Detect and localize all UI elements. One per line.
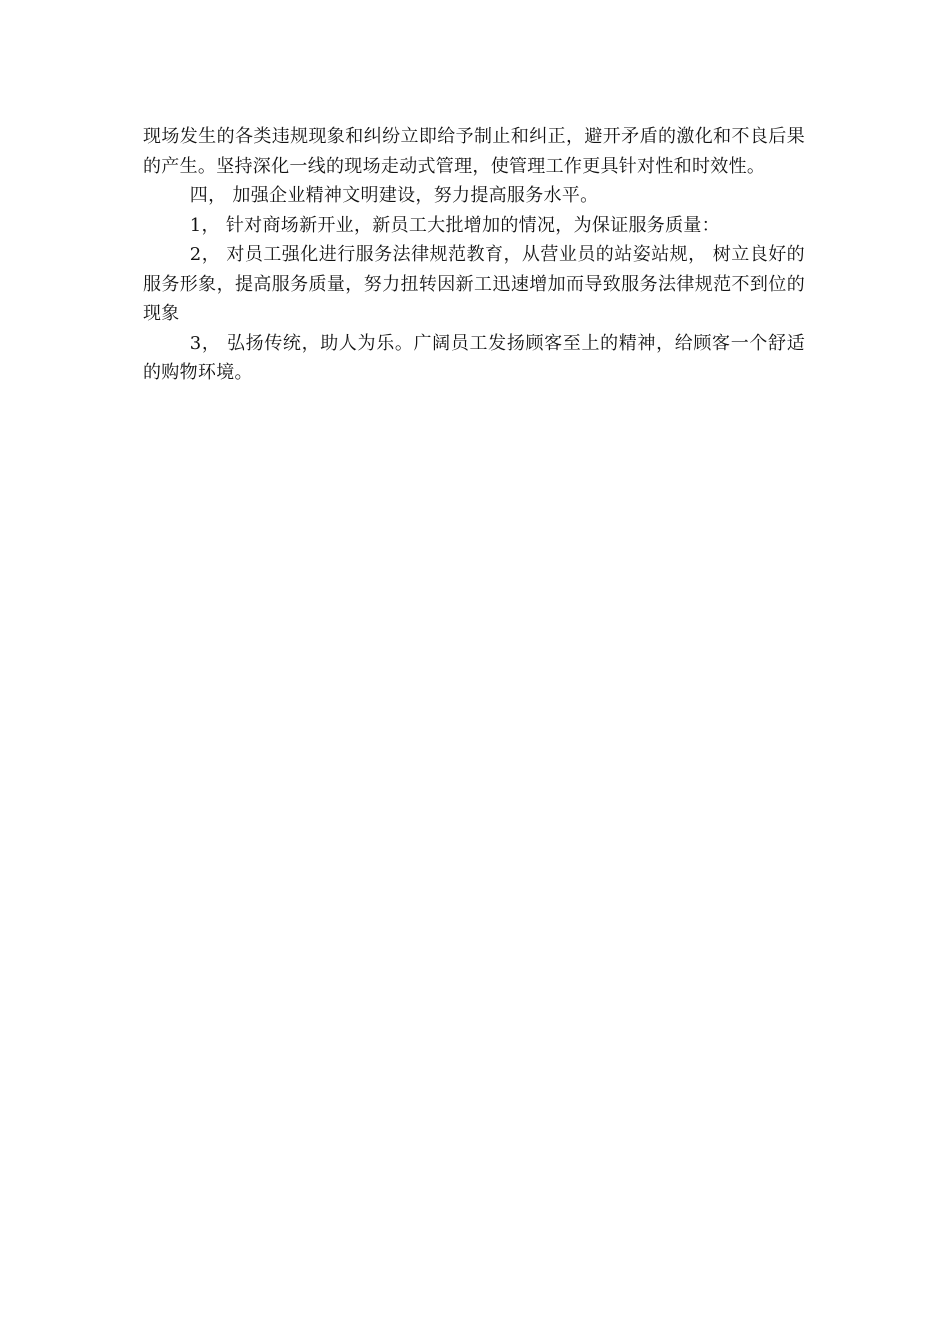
list-item-2: 2， 对员工强化进行服务法律规范教育，从营业员的站姿站规， 树立良好的服务形象，提高服务质量，努力扭转因新工迅速增加而导致服务法律规范不到位的现象 (143, 244, 805, 324)
paragraph-continuation: 现场发生的各类违规现象和纠纷立即给予制止和纠正，避开矛盾的激化和不良后果的产生。坚持深化一线的现场走动式管理，使管理工作更具针对性和时效性。 (143, 126, 805, 177)
list-item-3: 3， 弘扬传统，助人为乐。广阔员工发扬顾客至上的精神，给顾客一个舒适的购物环境。 (143, 332, 805, 383)
section-heading-four: 四， 加强企业精神文明建设，努力提高服务水平。 (189, 185, 599, 206)
document-body (143, 122, 805, 388)
list-item-1: 1， 针对商场新开业，新员工大批增加的情况，为保证服务质量： (189, 214, 720, 236)
